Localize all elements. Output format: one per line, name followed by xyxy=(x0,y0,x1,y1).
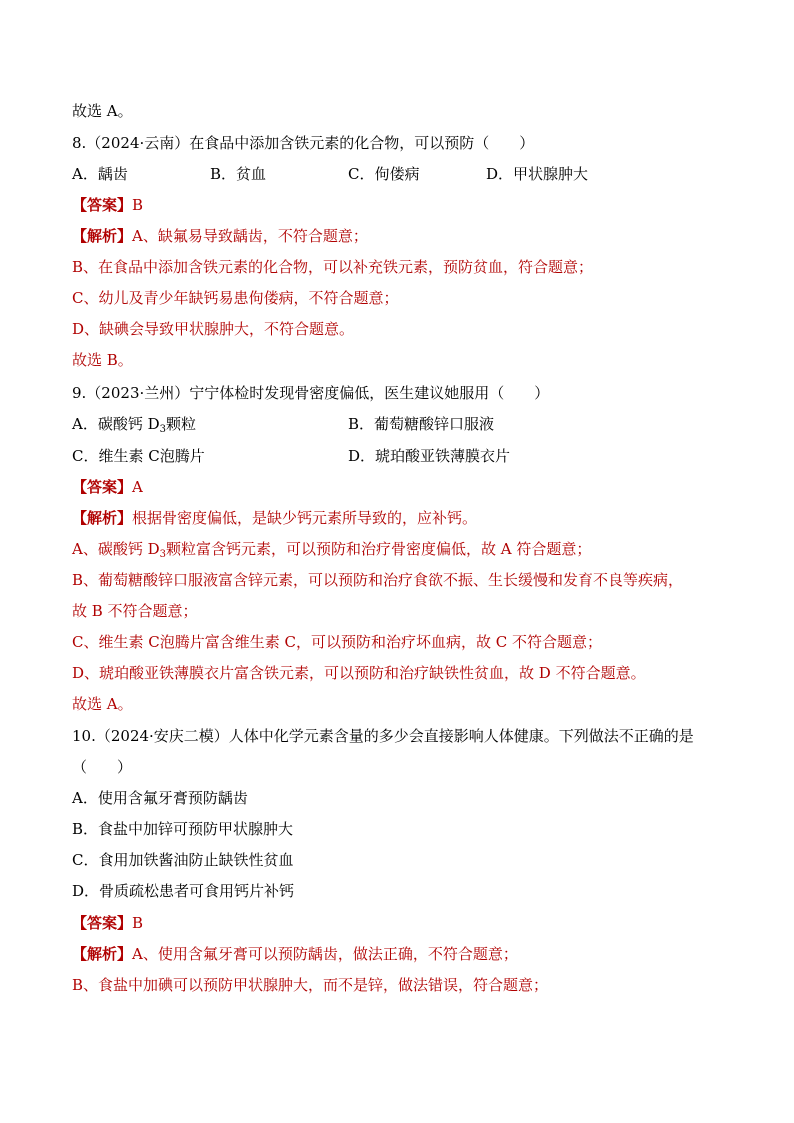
answer-value: B xyxy=(132,914,144,932)
q10-analysis-line-1 xyxy=(72,944,734,964)
analysis-text-end: 颗粒富含钙元素，可以预防和治疗骨密度偏低，故 A 符合题意； xyxy=(166,540,592,558)
q9-option-a-text-end: 颗粒 xyxy=(166,415,197,433)
q8-conclusion: 故选 B。 xyxy=(72,351,133,369)
answer-label: 【答案】 xyxy=(72,914,133,932)
q9-analysis-line-6: D、琥珀酸亚铁薄膜衣片富含铁元素，可以预防和治疗缺铁性贫血，故 D 不符合题意。 xyxy=(72,664,646,682)
q10-option-b: B．食盐中加锌可预防甲状腺肿大 xyxy=(72,820,294,838)
q8-option-b: B．贫血 xyxy=(210,165,267,183)
q8-analysis-line-4: D、缺碘会导致甲状腺肿大，不符合题意。 xyxy=(72,320,355,338)
analysis-label: 【解析】 xyxy=(72,509,133,527)
analysis-label: 【解析】 xyxy=(72,227,133,245)
q9-option-a xyxy=(72,414,196,434)
q10-option-c: C．食用加铁酱油防止缺铁性贫血 xyxy=(72,851,294,869)
q10-option-a: A．使用含氟牙膏预防龋齿 xyxy=(72,789,248,807)
analysis-label: 【解析】 xyxy=(72,945,133,963)
question-10-stem-cont: （ ） xyxy=(72,758,133,776)
q9-answer xyxy=(72,477,734,497)
answer-value: B xyxy=(132,196,144,214)
analysis-text: A、碳酸钙 D xyxy=(72,540,160,558)
q8-option-d: D．甲状腺肿大 xyxy=(486,165,589,183)
q10-answer xyxy=(72,913,734,933)
q8-analysis-line-1 xyxy=(72,226,734,246)
question-9-stem: 9.（2023·兰州）宁宁体检时发现骨密度偏低，医生建议她服用（ ） xyxy=(72,384,550,402)
q8-option-a: A．龋齿 xyxy=(72,165,128,183)
q9-option-d: D．琥珀酸亚铁薄膜衣片 xyxy=(348,447,511,465)
q9-conclusion: 故选 A。 xyxy=(72,695,133,713)
subscript: 3 xyxy=(159,549,167,560)
q8-option-c: C．佝偻病 xyxy=(348,165,420,183)
conclusion-q7: 故选 A。 xyxy=(72,102,133,120)
answer-label: 【答案】 xyxy=(72,478,133,496)
q9-analysis-line-4: 故 B 不符合题意； xyxy=(72,602,198,620)
q9-option-c: C．维生素 C泡腾片 xyxy=(72,447,205,465)
q9-analysis-line-5: C、维生素 C泡腾片富含维生素 C，可以预防和治疗坏血病，故 C 不符合题意； xyxy=(72,633,602,651)
q10-analysis-line-2: B、食盐中加碘可以预防甲状腺肿大，而不是锌，做法错误，符合题意； xyxy=(72,976,549,994)
subscript: 3 xyxy=(159,424,167,435)
q10-option-d: D．骨质疏松患者可食用钙片补钙 xyxy=(72,882,295,900)
q9-analysis-line-1 xyxy=(72,508,734,528)
q8-answer xyxy=(72,195,734,215)
q9-option-a-text: A．碳酸钙 D xyxy=(72,415,160,433)
analysis-text: A、使用含氟牙膏可以预防龋齿，做法正确，不符合题意； xyxy=(132,945,518,963)
q8-analysis-line-3: C、幼儿及青少年缺钙易患佝偻病，不符合题意； xyxy=(72,289,399,307)
answer-label: 【答案】 xyxy=(72,196,133,214)
q9-analysis-line-3: B、葡萄糖酸锌口服液富含锌元素，可以预防和治疗食欲不振、生长缓慢和发育不良等疾病， xyxy=(72,571,684,589)
analysis-text: 根据骨密度偏低，是缺少钙元素所导致的，应补钙。 xyxy=(132,509,478,527)
question-8-stem: 8.（2024·云南）在食品中添加含铁元素的化合物，可以预防（ ） xyxy=(72,134,535,152)
analysis-text: A、缺氟易导致龋齿，不符合题意； xyxy=(132,227,368,245)
answer-value: A xyxy=(132,478,143,496)
question-10-stem: 10.（2024·安庆二模）人体中化学元素含量的多少会直接影响人体健康。下列做法不正确的是 xyxy=(72,727,694,745)
q8-analysis-line-2: B、在食品中添加含铁元素的化合物，可以补充铁元素，预防贫血，符合题意； xyxy=(72,258,594,276)
q9-analysis-line-2 xyxy=(72,539,734,559)
q9-option-b: B．葡萄糖酸锌口服液 xyxy=(348,415,495,433)
